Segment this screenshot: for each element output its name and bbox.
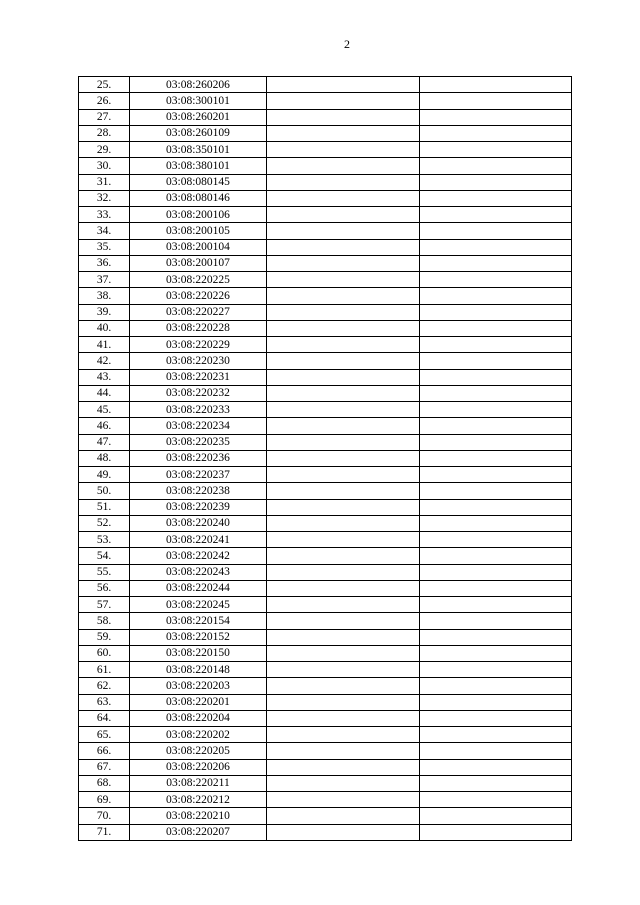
cadastral-code-cell: 03:08:200106 <box>130 207 267 223</box>
cadastral-code-cell: 03:08:220232 <box>130 385 267 401</box>
cadastral-code-cell: 03:08:220210 <box>130 808 267 824</box>
empty-cell <box>267 548 420 564</box>
cadastral-code-cell: 03:08:220229 <box>130 337 267 353</box>
row-number-cell: 47. <box>79 434 130 450</box>
empty-cell <box>420 743 572 759</box>
cadastral-code-cell: 03:08:220212 <box>130 792 267 808</box>
row-number-cell: 57. <box>79 597 130 613</box>
row-number-cell: 69. <box>79 792 130 808</box>
empty-cell <box>267 759 420 775</box>
row-number-cell: 51. <box>79 499 130 515</box>
table-row <box>79 694 572 710</box>
cadastral-code-cell: 03:08:080146 <box>130 190 267 206</box>
cadastral-code-cell: 03:08:220154 <box>130 613 267 629</box>
empty-cell <box>267 174 420 190</box>
row-number-cell: 40. <box>79 320 130 336</box>
row-number-cell: 63. <box>79 694 130 710</box>
empty-cell <box>420 727 572 743</box>
table-row <box>79 808 572 824</box>
row-number-cell: 37. <box>79 272 130 288</box>
empty-cell <box>420 353 572 369</box>
row-number-cell: 64. <box>79 710 130 726</box>
cadastral-code-cell: 03:08:220235 <box>130 434 267 450</box>
row-number-cell: 62. <box>79 678 130 694</box>
cadastral-code-cell: 03:08:220231 <box>130 369 267 385</box>
table-row <box>79 662 572 678</box>
row-number-cell: 53. <box>79 532 130 548</box>
empty-cell <box>267 320 420 336</box>
empty-cell <box>420 694 572 710</box>
row-number-cell: 31. <box>79 174 130 190</box>
empty-cell <box>267 385 420 401</box>
table-row <box>79 580 572 596</box>
cadastral-code-cell: 03:08:300101 <box>130 93 267 109</box>
empty-cell <box>267 434 420 450</box>
empty-cell <box>420 792 572 808</box>
row-number-cell: 55. <box>79 564 130 580</box>
row-number-cell: 52. <box>79 515 130 531</box>
cadastral-code-cell: 03:08:220240 <box>130 515 267 531</box>
empty-cell <box>420 190 572 206</box>
cadastral-code-cell: 03:08:220239 <box>130 499 267 515</box>
row-number-cell: 41. <box>79 337 130 353</box>
row-number-cell: 27. <box>79 109 130 125</box>
empty-cell <box>267 467 420 483</box>
table-row <box>79 320 572 336</box>
empty-cell <box>420 207 572 223</box>
empty-cell <box>267 645 420 661</box>
cadastral-code-cell: 03:08:220241 <box>130 532 267 548</box>
registry-table <box>78 76 572 841</box>
cadastral-code-cell: 03:08:200107 <box>130 255 267 271</box>
table-row <box>79 385 572 401</box>
table-row <box>79 564 572 580</box>
row-number-cell: 25. <box>79 77 130 93</box>
cadastral-code-cell: 03:08:220211 <box>130 775 267 791</box>
table-row <box>79 190 572 206</box>
cadastral-code-cell: 03:08:220226 <box>130 288 267 304</box>
empty-cell <box>420 564 572 580</box>
table-row <box>79 792 572 808</box>
table-row <box>79 353 572 369</box>
empty-cell <box>267 418 420 434</box>
empty-cell <box>420 759 572 775</box>
empty-cell <box>420 662 572 678</box>
empty-cell <box>267 694 420 710</box>
registry-table-body <box>79 77 572 841</box>
table-row <box>79 824 572 840</box>
row-number-cell: 61. <box>79 662 130 678</box>
empty-cell <box>267 207 420 223</box>
row-number-cell: 54. <box>79 548 130 564</box>
cadastral-code-cell: 03:08:260206 <box>130 77 267 93</box>
cadastral-code-cell: 03:08:220234 <box>130 418 267 434</box>
cadastral-code-cell: 03:08:220243 <box>130 564 267 580</box>
empty-cell <box>267 272 420 288</box>
row-number-cell: 29. <box>79 142 130 158</box>
table-row <box>79 515 572 531</box>
row-number-cell: 67. <box>79 759 130 775</box>
cadastral-code-cell: 03:08:220150 <box>130 645 267 661</box>
table-row <box>79 174 572 190</box>
row-number-cell: 68. <box>79 775 130 791</box>
empty-cell <box>267 304 420 320</box>
empty-cell <box>267 824 420 840</box>
row-number-cell: 35. <box>79 239 130 255</box>
empty-cell <box>420 775 572 791</box>
cadastral-code-cell: 03:08:220205 <box>130 743 267 759</box>
empty-cell <box>420 174 572 190</box>
table-row <box>79 158 572 174</box>
table-row <box>79 288 572 304</box>
cadastral-code-cell: 03:08:220228 <box>130 320 267 336</box>
cadastral-code-cell: 03:08:080145 <box>130 174 267 190</box>
empty-cell <box>267 662 420 678</box>
row-number-cell: 32. <box>79 190 130 206</box>
cadastral-code-cell: 03:08:200105 <box>130 223 267 239</box>
empty-cell <box>420 109 572 125</box>
empty-cell <box>420 239 572 255</box>
empty-cell <box>267 629 420 645</box>
row-number-cell: 71. <box>79 824 130 840</box>
table-row <box>79 613 572 629</box>
empty-cell <box>420 532 572 548</box>
empty-cell <box>267 93 420 109</box>
page-number: 2 <box>344 37 350 51</box>
empty-cell <box>420 304 572 320</box>
cadastral-code-cell: 03:08:220206 <box>130 759 267 775</box>
row-number-cell: 26. <box>79 93 130 109</box>
table-row <box>79 450 572 466</box>
empty-cell <box>267 564 420 580</box>
table-row <box>79 337 572 353</box>
cadastral-code-cell: 03:08:220207 <box>130 824 267 840</box>
row-number-cell: 46. <box>79 418 130 434</box>
table-row <box>79 710 572 726</box>
table-row <box>79 678 572 694</box>
table-row <box>79 597 572 613</box>
empty-cell <box>420 597 572 613</box>
empty-cell <box>267 369 420 385</box>
empty-cell <box>420 824 572 840</box>
row-number-cell: 43. <box>79 369 130 385</box>
row-number-cell: 70. <box>79 808 130 824</box>
empty-cell <box>267 190 420 206</box>
row-number-cell: 56. <box>79 580 130 596</box>
table-row <box>79 645 572 661</box>
cadastral-code-cell: 03:08:220237 <box>130 467 267 483</box>
cadastral-code-cell: 03:08:220148 <box>130 662 267 678</box>
table-row <box>79 499 572 515</box>
empty-cell <box>420 808 572 824</box>
empty-cell <box>267 580 420 596</box>
cadastral-code-cell: 03:08:220201 <box>130 694 267 710</box>
cadastral-code-cell: 03:08:220225 <box>130 272 267 288</box>
table-row <box>79 743 572 759</box>
row-number-cell: 44. <box>79 385 130 401</box>
cadastral-code-cell: 03:08:260201 <box>130 109 267 125</box>
row-number-cell: 36. <box>79 255 130 271</box>
table-row <box>79 223 572 239</box>
cadastral-code-cell: 03:08:220202 <box>130 727 267 743</box>
empty-cell <box>420 499 572 515</box>
empty-cell <box>267 808 420 824</box>
cadastral-code-cell: 03:08:260109 <box>130 125 267 141</box>
table-row <box>79 77 572 93</box>
empty-cell <box>267 288 420 304</box>
empty-cell <box>420 580 572 596</box>
empty-cell <box>267 727 420 743</box>
row-number-cell: 49. <box>79 467 130 483</box>
cadastral-code-cell: 03:08:220238 <box>130 483 267 499</box>
empty-cell <box>420 710 572 726</box>
empty-cell <box>420 385 572 401</box>
table-row <box>79 207 572 223</box>
row-number-cell: 34. <box>79 223 130 239</box>
row-number-cell: 60. <box>79 645 130 661</box>
empty-cell <box>267 450 420 466</box>
empty-cell <box>267 515 420 531</box>
table-row <box>79 483 572 499</box>
empty-cell <box>267 499 420 515</box>
empty-cell <box>420 77 572 93</box>
cadastral-code-cell: 03:08:220230 <box>130 353 267 369</box>
table-row <box>79 759 572 775</box>
empty-cell <box>267 255 420 271</box>
table-row <box>79 775 572 791</box>
row-number-cell: 66. <box>79 743 130 759</box>
row-number-cell: 33. <box>79 207 130 223</box>
table-row <box>79 272 572 288</box>
empty-cell <box>267 223 420 239</box>
empty-cell <box>420 255 572 271</box>
cadastral-code-cell: 03:08:220204 <box>130 710 267 726</box>
table-row <box>79 369 572 385</box>
empty-cell <box>420 402 572 418</box>
table-row <box>79 418 572 434</box>
empty-cell <box>267 792 420 808</box>
table-row <box>79 402 572 418</box>
row-number-cell: 59. <box>79 629 130 645</box>
empty-cell <box>267 158 420 174</box>
table-row <box>79 109 572 125</box>
table-row <box>79 255 572 271</box>
cadastral-code-cell: 03:08:350101 <box>130 142 267 158</box>
empty-cell <box>420 483 572 499</box>
cadastral-code-cell: 03:08:220227 <box>130 304 267 320</box>
row-number-cell: 48. <box>79 450 130 466</box>
row-number-cell: 58. <box>79 613 130 629</box>
table-row <box>79 142 572 158</box>
empty-cell <box>420 629 572 645</box>
empty-cell <box>267 678 420 694</box>
empty-cell <box>420 467 572 483</box>
table-row <box>79 125 572 141</box>
table-row <box>79 239 572 255</box>
empty-cell <box>420 678 572 694</box>
empty-cell <box>267 743 420 759</box>
table-row <box>79 629 572 645</box>
row-number-cell: 39. <box>79 304 130 320</box>
empty-cell <box>267 109 420 125</box>
table-row <box>79 304 572 320</box>
empty-cell <box>420 93 572 109</box>
empty-cell <box>420 515 572 531</box>
empty-cell <box>267 532 420 548</box>
cadastral-code-cell: 03:08:220152 <box>130 629 267 645</box>
row-number-cell: 50. <box>79 483 130 499</box>
cadastral-code-cell: 03:08:220233 <box>130 402 267 418</box>
empty-cell <box>420 223 572 239</box>
empty-cell <box>267 77 420 93</box>
empty-cell <box>420 158 572 174</box>
cadastral-code-cell: 03:08:220203 <box>130 678 267 694</box>
empty-cell <box>267 775 420 791</box>
table-row <box>79 93 572 109</box>
row-number-cell: 28. <box>79 125 130 141</box>
row-number-cell: 42. <box>79 353 130 369</box>
empty-cell <box>267 125 420 141</box>
empty-cell <box>420 434 572 450</box>
empty-cell <box>420 645 572 661</box>
empty-cell <box>267 142 420 158</box>
empty-cell <box>267 483 420 499</box>
empty-cell <box>420 142 572 158</box>
cadastral-code-cell: 03:08:220242 <box>130 548 267 564</box>
empty-cell <box>420 288 572 304</box>
empty-cell <box>267 597 420 613</box>
table-row <box>79 434 572 450</box>
cadastral-code-cell: 03:08:220236 <box>130 450 267 466</box>
row-number-cell: 38. <box>79 288 130 304</box>
empty-cell <box>267 613 420 629</box>
empty-cell <box>267 710 420 726</box>
table-row <box>79 532 572 548</box>
empty-cell <box>267 353 420 369</box>
empty-cell <box>420 369 572 385</box>
table-row <box>79 548 572 564</box>
table-row <box>79 727 572 743</box>
empty-cell <box>420 418 572 434</box>
row-number-cell: 30. <box>79 158 130 174</box>
table-row <box>79 467 572 483</box>
empty-cell <box>420 125 572 141</box>
row-number-cell: 45. <box>79 402 130 418</box>
empty-cell <box>420 548 572 564</box>
cadastral-code-cell: 03:08:380101 <box>130 158 267 174</box>
empty-cell <box>267 402 420 418</box>
empty-cell <box>267 337 420 353</box>
row-number-cell: 65. <box>79 727 130 743</box>
empty-cell <box>420 450 572 466</box>
empty-cell <box>420 320 572 336</box>
cadastral-code-cell: 03:08:220245 <box>130 597 267 613</box>
empty-cell <box>267 239 420 255</box>
cadastral-code-cell: 03:08:220244 <box>130 580 267 596</box>
empty-cell <box>420 272 572 288</box>
cadastral-code-cell: 03:08:200104 <box>130 239 267 255</box>
empty-cell <box>420 337 572 353</box>
empty-cell <box>420 613 572 629</box>
